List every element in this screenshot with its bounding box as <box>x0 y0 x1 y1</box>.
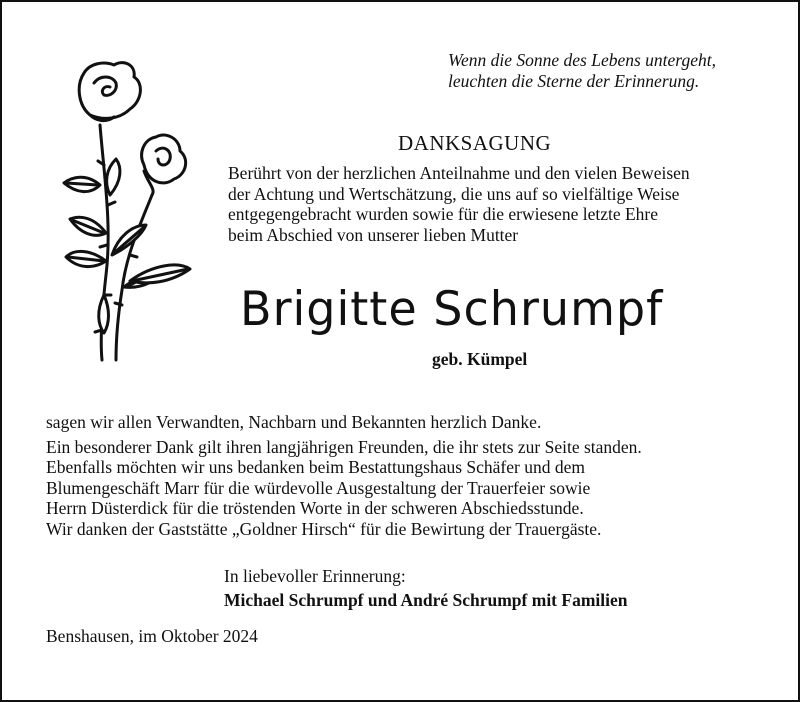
thanks-line: Ein besonderer Dank gilt ihren langjährigen Freunden, die ihr stets zur Seite standen. <box>46 436 642 457</box>
notice-heading: DANKSAGUNG <box>398 131 552 155</box>
thanks-line: Herrn Düsterdick für die tröstenden Worte in der schweren Abschiedsstunde. <box>46 498 584 518</box>
signers: Michael Schrumpf und André Schrumpf mit Familien <box>224 590 628 610</box>
closing-phrase: In liebevoller Erinnerung: <box>224 566 406 586</box>
quote-line: leuchten die Sterne der Erinnerung. <box>448 71 700 91</box>
rose-drawing-icon <box>60 55 200 365</box>
place-and-date: Benshausen, im Oktober 2024 <box>46 626 258 646</box>
thanks-line: Blumengeschäft Marr für die würdevolle Ausgestaltung der Trauerfeier sowie <box>46 477 591 498</box>
intro-line: entgegengebracht wurden sowie für die erwiesene letzte Ehre <box>228 204 659 224</box>
intro-line: beim Abschied von unserer lieben Mutter <box>228 224 519 245</box>
thanks-paragraph <box>46 412 642 539</box>
intro-paragraph <box>228 163 690 245</box>
deceased-name: Brigitte Schrumpf <box>240 282 664 337</box>
intro-line: Berührt von der herzlichen Anteilnahme und den vielen Beweisen <box>228 163 690 183</box>
thanks-line: Ebenfalls möchten wir uns bedanken beim Bestattungshaus Schäfer und dem <box>46 457 585 477</box>
quote-line: Wenn die Sonne des Lebens untergeht, <box>448 50 716 70</box>
intro-line: der Achtung und Wertschätzung, die uns auf so vielfältige Weise <box>228 183 680 204</box>
memorial-quote <box>448 50 716 92</box>
maiden-name: geb. Kümpel <box>432 349 528 369</box>
thanks-line: sagen wir allen Verwandten, Nachbarn und Bekannten herzlich Danke. <box>46 412 542 432</box>
closing-block <box>224 564 628 612</box>
thanks-line: Wir danken der Gaststätte „Goldner Hirsch“ für die Bewirtung der Trauergäste. <box>46 518 602 539</box>
